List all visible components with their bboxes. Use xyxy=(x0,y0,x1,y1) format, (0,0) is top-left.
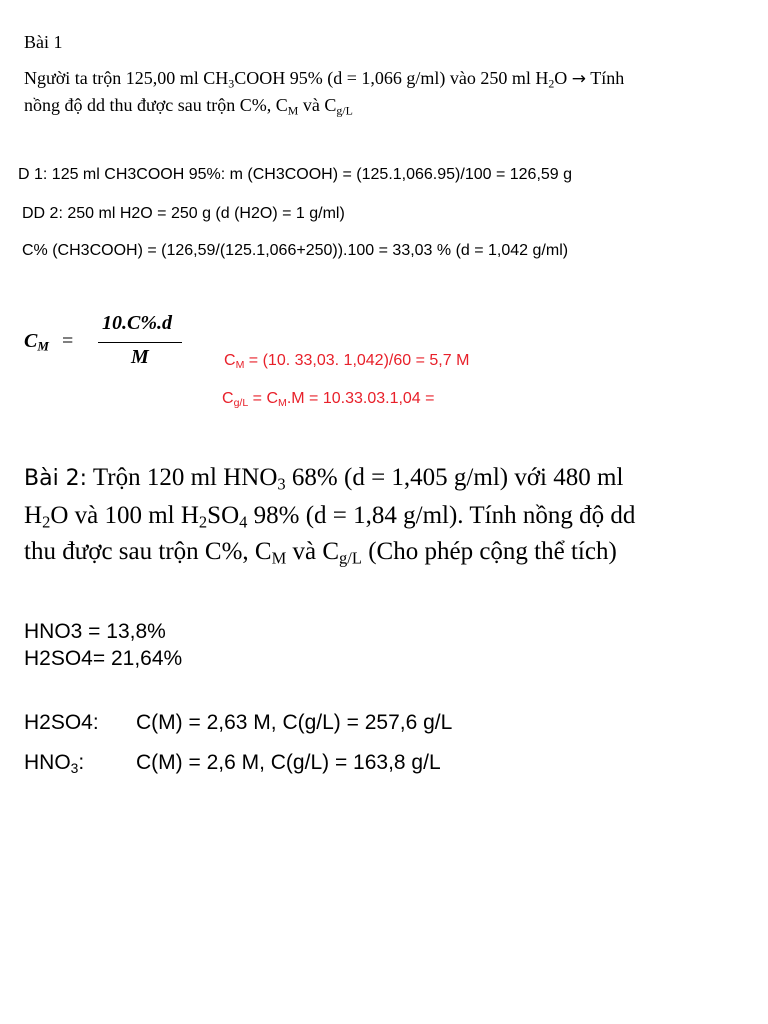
right-arrow-icon: → xyxy=(571,69,587,89)
problem-2-title: Bài 2: xyxy=(24,466,88,491)
subscript: 4 xyxy=(239,512,248,532)
text-run: COOH 95% (d = 1,066 g/ml) vào 250 ml H xyxy=(234,68,549,88)
subscript: 3 xyxy=(277,474,286,494)
answer-value: C(M) = 2,63 M, C(g/L) = 257,6 g/L xyxy=(136,711,453,734)
answer-label xyxy=(24,751,136,775)
formula-equals: = xyxy=(62,330,74,352)
answer-label: H2SO4: xyxy=(24,711,99,734)
red-result-gl xyxy=(222,390,435,408)
solution-1-line-3: C% (CH3COOH) = (126,59/(125.1,066+250)).100 = 33,03 % (d = 1,042 g/ml) xyxy=(22,242,569,259)
formula-numerator: 10.C%.d xyxy=(102,312,172,334)
subscript: M xyxy=(37,338,49,354)
text-run: H xyxy=(24,502,43,529)
subscript: 3 xyxy=(70,759,79,776)
text-run: 68% (d = 1,405 g/ml) với 480 ml xyxy=(285,464,624,491)
answer-hno3-concentration xyxy=(24,751,441,775)
subscript: 3 xyxy=(228,76,235,91)
problem-2-statement-line-2 xyxy=(24,502,635,530)
answer-hno3-percent: HNO3 = 13,8% xyxy=(24,620,166,643)
molarity-formula xyxy=(24,312,172,372)
problem-2-statement-line-1 xyxy=(24,464,623,492)
red-result-molarity xyxy=(224,352,469,370)
answer-h2so4-percent: H2SO4= 21,64% xyxy=(24,647,183,670)
formula-lhs xyxy=(24,330,49,353)
subscript: g/L xyxy=(233,396,249,409)
subscript: 2 xyxy=(548,76,555,91)
problem-1-title: Bài 1 xyxy=(24,32,63,52)
subscript: M xyxy=(235,358,245,371)
formula-denominator: M xyxy=(131,346,149,368)
text-run: = C xyxy=(248,390,279,407)
text-run: Tính xyxy=(586,68,625,88)
problem-2-statement-line-3 xyxy=(24,538,617,566)
problem-1-statement-line-1 xyxy=(24,68,624,89)
text-run: C xyxy=(222,390,234,407)
text-run: HNO xyxy=(24,751,71,774)
problem-1-statement-line-2 xyxy=(24,95,353,116)
subscript: M xyxy=(271,548,287,568)
text-run: Người ta trộn 125,00 ml CH xyxy=(24,68,229,88)
subscript: 2 xyxy=(198,512,208,532)
subscript: M xyxy=(287,103,299,118)
text-run: = (10. 33,03. 1,042)/60 = 5,7 M xyxy=(244,352,470,369)
formula-lhs-symbol: C xyxy=(24,330,38,352)
answer-value: C(M) = 2,6 M, C(g/L) = 163,8 g/L xyxy=(136,751,441,774)
text-run: và C xyxy=(298,95,337,115)
text-run: 98% (d = 1,84 g/ml). Tính nồng độ dd xyxy=(247,502,636,529)
solution-1-line-2: DD 2: 250 ml H2O = 250 g (d (H2O) = 1 g/ml) xyxy=(22,205,345,222)
text-run: C xyxy=(224,352,236,369)
text-run: thu được sau trộn C%, C xyxy=(24,538,272,565)
text-run: SO xyxy=(207,502,240,529)
text-run: O xyxy=(554,68,568,88)
subscript: g/L xyxy=(339,548,362,568)
answer-h2so4-concentration xyxy=(24,711,452,735)
text-run: (Cho phép cộng thể tích) xyxy=(361,538,617,565)
solution-1-line-1: D 1: 125 ml CH3COOH 95%: m (CH3COOH) = (125.1,066.95)/100 = 126,59 g xyxy=(18,166,573,183)
fraction-bar xyxy=(98,342,182,343)
subscript: g/L xyxy=(336,103,353,118)
text-run: và C xyxy=(286,538,340,565)
subscript: M xyxy=(278,396,287,409)
text-run: : xyxy=(78,751,85,774)
text-run: nồng độ dd thu được sau trộn C%, C xyxy=(24,95,288,115)
text-run: .M = 10.33.03.1,04 = xyxy=(286,390,435,407)
subscript: 2 xyxy=(42,512,51,532)
text-run: Trộn 120 ml HNO xyxy=(87,464,278,491)
text-run: O và 100 ml H xyxy=(50,502,199,529)
